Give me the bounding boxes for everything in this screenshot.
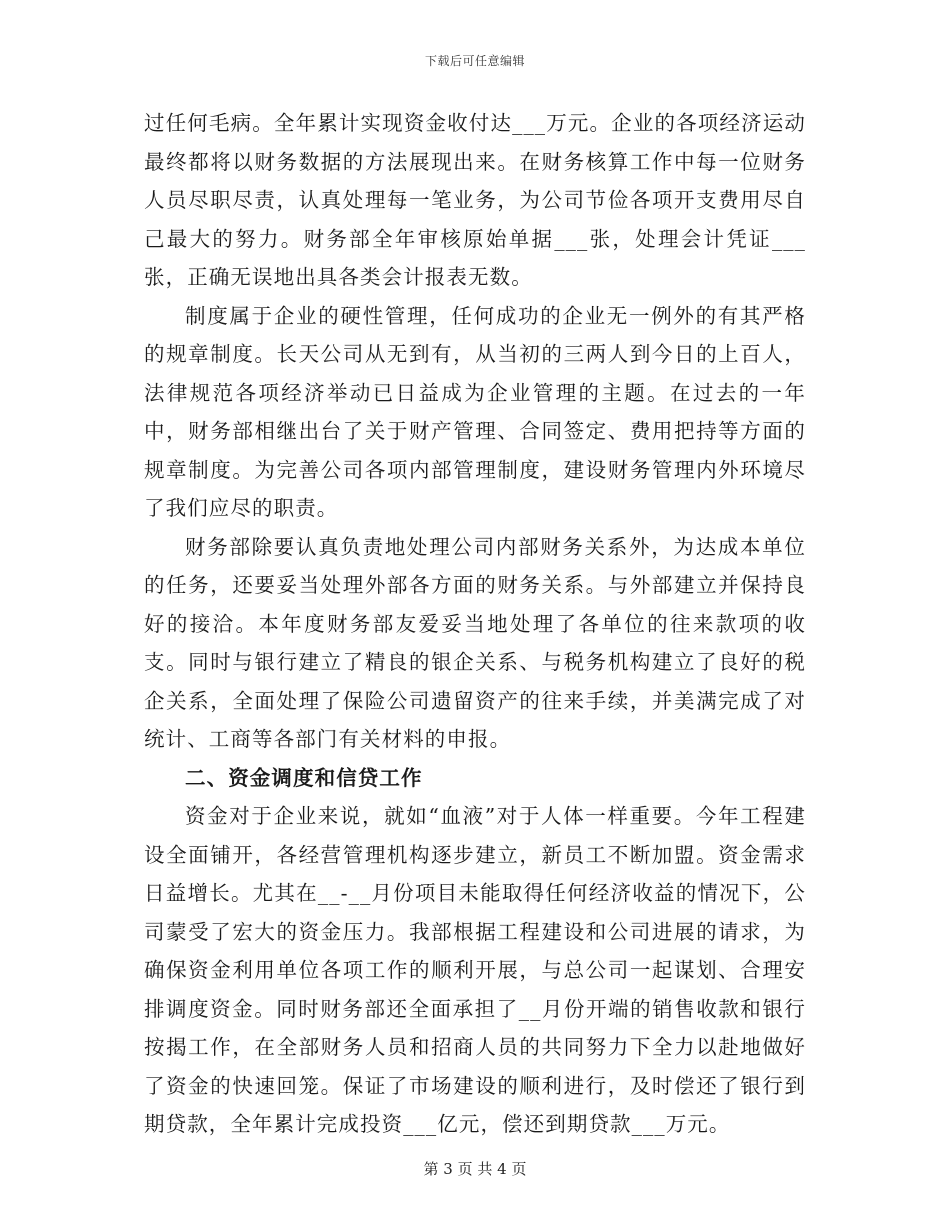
section-heading: 二、资金调度和信贷工作: [185, 765, 423, 790]
paragraph-rules-system: 制度属于企业的硬性管理，任何成功的企业无一例外的有其严格的规章制度。长天公司从无到有，从当初的三两人到今日的上百人，法律规范各项经济举动已日益成为企业管理的主题。在过去的一年中，财务部相继出台了关于财产管理、合同签定、费用把持等方面的规章制度。为完善公司各项内部管理制度，建设财务管理内外环境尽了我们应尽的职责。: [144, 303, 806, 520]
page-footer: 第 3 页 共 4 页: [423, 1160, 527, 1178]
paragraph-external-relations: 财务部除要认真负责地处理公司内部财务关系外，为达成本单位的任务，还要妥当处理外部各方面的财务关系。与外部建立并保持良好的接洽。本年度财务部友爱妥当地处理了各单位的往来款项的收支。同时与银行建立了精良的银企关系、与税务机构建立了良好的税企关系，全面处理了保险公司遗留资产的往来手续，并美满完成了对统计、工商等各部门有关材料的申报。: [144, 534, 806, 751]
document-body: [144, 104, 806, 1144]
paragraph-continuation: 过任何毛病。全年累计实现资金收付达___万元。企业的各项经济运动最终都将以财务数据的方法展现出来。在财务核算工作中每一位财务人员尽职尽责，认真处理每一笔业务，为公司节俭各项开支费用尽自己最大的努力。财务部全年审核原始单据___张，处理会计凭证___张，正确无误地出具各类会计报表无数。: [144, 111, 806, 289]
page-header: 下载后可任意编辑: [424, 54, 525, 68]
paragraph-fund-scheduling: 资金对于企业来说，就如“血液”对于人体一样重要。今年工程建设全面铺开，各经营管理机构逐步建立，新员工不断加盟。资金需求日益增长。尤其在__-__月份项目未能取得任何经济收益的情况下，公司蒙受了宏大的资金压力。我部根据工程建设和公司进展的请求，为确保资金利用单位各项工作的顺利开展，与总公司一起谋划、合理安排调度资金。同时财务部还全面承担了__月份开端的销售收款和银行按揭工作，在全部财务人员和招商人员的共同努力下全力以赴地做好了资金的快速回笼。保证了市场建设的顺利进行，及时偿还了银行到期贷款，全年累计完成投资___亿元，偿还到期贷款___万元。: [144, 804, 806, 1136]
